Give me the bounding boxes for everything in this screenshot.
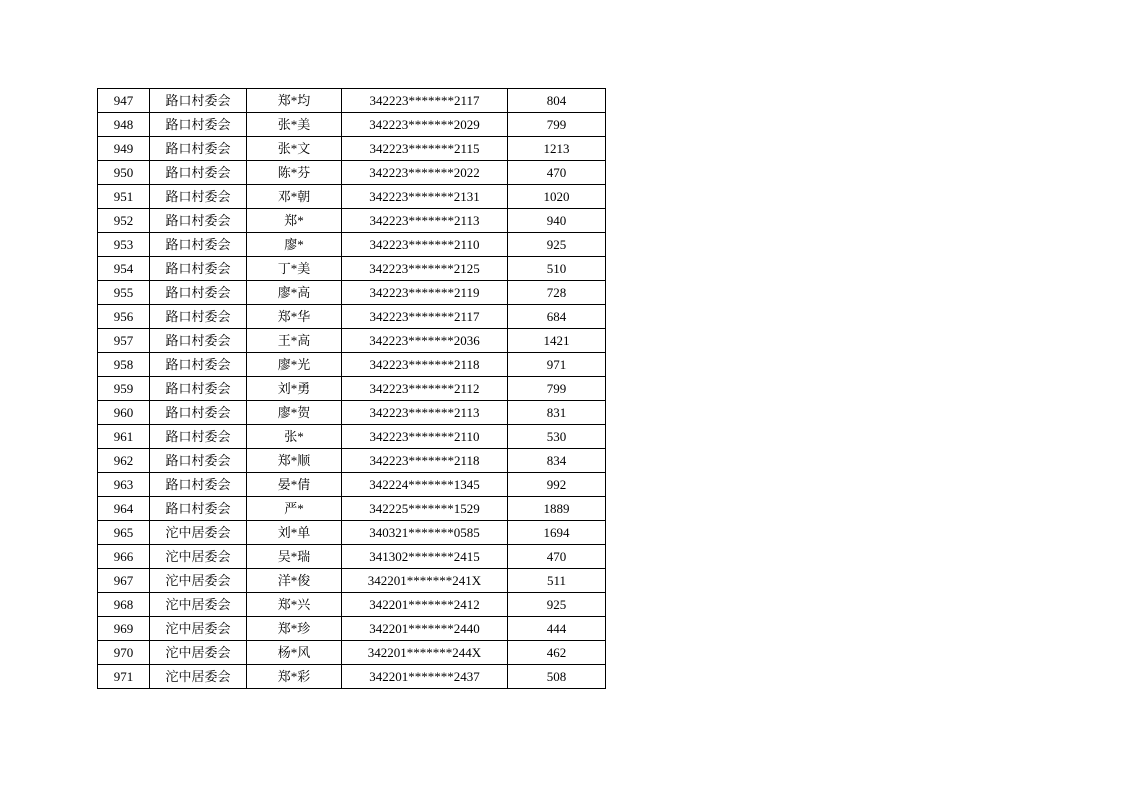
cell-index: 958 bbox=[98, 353, 150, 377]
cell-amount: 1421 bbox=[508, 329, 606, 353]
cell-amount: 728 bbox=[508, 281, 606, 305]
cell-organization: 沱中居委会 bbox=[150, 665, 247, 689]
cell-id-number: 342201*******2412 bbox=[342, 593, 508, 617]
cell-id-number: 342223*******2119 bbox=[342, 281, 508, 305]
cell-id-number: 341302*******2415 bbox=[342, 545, 508, 569]
cell-amount: 530 bbox=[508, 425, 606, 449]
cell-id-number: 342223*******2113 bbox=[342, 209, 508, 233]
cell-amount: 799 bbox=[508, 377, 606, 401]
cell-id-number: 342223*******2112 bbox=[342, 377, 508, 401]
table-row bbox=[98, 497, 606, 521]
table-container bbox=[97, 88, 606, 689]
cell-index: 965 bbox=[98, 521, 150, 545]
table-row bbox=[98, 401, 606, 425]
cell-id-number: 342223*******2036 bbox=[342, 329, 508, 353]
cell-amount: 470 bbox=[508, 545, 606, 569]
cell-name: 郑*顺 bbox=[247, 449, 342, 473]
cell-id-number: 342223*******2110 bbox=[342, 233, 508, 257]
cell-organization: 路口村委会 bbox=[150, 329, 247, 353]
table-row bbox=[98, 137, 606, 161]
cell-organization: 路口村委会 bbox=[150, 281, 247, 305]
cell-index: 963 bbox=[98, 473, 150, 497]
table-row bbox=[98, 209, 606, 233]
cell-name: 刘*单 bbox=[247, 521, 342, 545]
cell-name: 郑*兴 bbox=[247, 593, 342, 617]
cell-organization: 路口村委会 bbox=[150, 473, 247, 497]
cell-name: 丁*美 bbox=[247, 257, 342, 281]
cell-id-number: 342223*******2131 bbox=[342, 185, 508, 209]
cell-index: 971 bbox=[98, 665, 150, 689]
table-row bbox=[98, 281, 606, 305]
table-row bbox=[98, 353, 606, 377]
cell-id-number: 342223*******2118 bbox=[342, 449, 508, 473]
cell-index: 967 bbox=[98, 569, 150, 593]
cell-id-number: 342201*******244X bbox=[342, 641, 508, 665]
cell-organization: 路口村委会 bbox=[150, 353, 247, 377]
cell-amount: 511 bbox=[508, 569, 606, 593]
cell-amount: 971 bbox=[508, 353, 606, 377]
table-body bbox=[98, 89, 606, 689]
table-row bbox=[98, 377, 606, 401]
cell-name: 郑*彩 bbox=[247, 665, 342, 689]
cell-amount: 834 bbox=[508, 449, 606, 473]
cell-name: 杨*风 bbox=[247, 641, 342, 665]
cell-organization: 沱中居委会 bbox=[150, 593, 247, 617]
table-row bbox=[98, 641, 606, 665]
cell-organization: 路口村委会 bbox=[150, 305, 247, 329]
cell-id-number: 342201*******241X bbox=[342, 569, 508, 593]
cell-amount: 831 bbox=[508, 401, 606, 425]
beneficiary-table bbox=[97, 88, 606, 689]
cell-index: 955 bbox=[98, 281, 150, 305]
cell-index: 960 bbox=[98, 401, 150, 425]
cell-name: 张* bbox=[247, 425, 342, 449]
cell-index: 956 bbox=[98, 305, 150, 329]
cell-id-number: 342223*******2115 bbox=[342, 137, 508, 161]
table-row bbox=[98, 185, 606, 209]
cell-name: 张*文 bbox=[247, 137, 342, 161]
cell-organization: 路口村委会 bbox=[150, 449, 247, 473]
cell-organization: 路口村委会 bbox=[150, 185, 247, 209]
cell-amount: 1020 bbox=[508, 185, 606, 209]
cell-amount: 684 bbox=[508, 305, 606, 329]
cell-name: 廖*贺 bbox=[247, 401, 342, 425]
cell-name: 吴*瑞 bbox=[247, 545, 342, 569]
cell-organization: 路口村委会 bbox=[150, 377, 247, 401]
table-row bbox=[98, 665, 606, 689]
cell-name: 陈*芬 bbox=[247, 161, 342, 185]
cell-name: 王*高 bbox=[247, 329, 342, 353]
cell-organization: 路口村委会 bbox=[150, 89, 247, 113]
cell-index: 949 bbox=[98, 137, 150, 161]
cell-id-number: 342223*******2118 bbox=[342, 353, 508, 377]
cell-name: 郑*华 bbox=[247, 305, 342, 329]
table-row bbox=[98, 521, 606, 545]
cell-name: 郑* bbox=[247, 209, 342, 233]
cell-index: 959 bbox=[98, 377, 150, 401]
cell-index: 957 bbox=[98, 329, 150, 353]
cell-name: 邓*朝 bbox=[247, 185, 342, 209]
cell-amount: 510 bbox=[508, 257, 606, 281]
cell-name: 刘*勇 bbox=[247, 377, 342, 401]
table-row bbox=[98, 473, 606, 497]
cell-amount: 508 bbox=[508, 665, 606, 689]
table-row bbox=[98, 569, 606, 593]
cell-name: 廖*高 bbox=[247, 281, 342, 305]
cell-amount: 925 bbox=[508, 593, 606, 617]
cell-index: 964 bbox=[98, 497, 150, 521]
cell-index: 953 bbox=[98, 233, 150, 257]
cell-id-number: 342201*******2440 bbox=[342, 617, 508, 641]
cell-name: 郑*均 bbox=[247, 89, 342, 113]
table-row bbox=[98, 161, 606, 185]
cell-index: 969 bbox=[98, 617, 150, 641]
cell-id-number: 342224*******1345 bbox=[342, 473, 508, 497]
cell-id-number: 342223*******2110 bbox=[342, 425, 508, 449]
cell-amount: 992 bbox=[508, 473, 606, 497]
cell-organization: 沱中居委会 bbox=[150, 617, 247, 641]
table-row bbox=[98, 233, 606, 257]
cell-id-number: 342223*******2125 bbox=[342, 257, 508, 281]
cell-organization: 路口村委会 bbox=[150, 113, 247, 137]
cell-id-number: 342223*******2113 bbox=[342, 401, 508, 425]
cell-index: 952 bbox=[98, 209, 150, 233]
cell-organization: 路口村委会 bbox=[150, 209, 247, 233]
cell-id-number: 342201*******2437 bbox=[342, 665, 508, 689]
cell-index: 961 bbox=[98, 425, 150, 449]
table-row bbox=[98, 449, 606, 473]
cell-id-number: 342225*******1529 bbox=[342, 497, 508, 521]
cell-amount: 470 bbox=[508, 161, 606, 185]
cell-index: 948 bbox=[98, 113, 150, 137]
table-row bbox=[98, 113, 606, 137]
cell-amount: 804 bbox=[508, 89, 606, 113]
cell-organization: 路口村委会 bbox=[150, 401, 247, 425]
cell-amount: 1213 bbox=[508, 137, 606, 161]
cell-index: 970 bbox=[98, 641, 150, 665]
cell-id-number: 342223*******2117 bbox=[342, 305, 508, 329]
cell-name: 洋*俊 bbox=[247, 569, 342, 593]
table-row bbox=[98, 545, 606, 569]
cell-id-number: 342223*******2029 bbox=[342, 113, 508, 137]
cell-organization: 路口村委会 bbox=[150, 425, 247, 449]
table-row bbox=[98, 257, 606, 281]
cell-organization: 路口村委会 bbox=[150, 497, 247, 521]
cell-index: 950 bbox=[98, 161, 150, 185]
table-row bbox=[98, 89, 606, 113]
cell-organization: 沱中居委会 bbox=[150, 569, 247, 593]
cell-amount: 940 bbox=[508, 209, 606, 233]
cell-index: 968 bbox=[98, 593, 150, 617]
cell-index: 947 bbox=[98, 89, 150, 113]
cell-amount: 462 bbox=[508, 641, 606, 665]
cell-amount: 925 bbox=[508, 233, 606, 257]
cell-organization: 路口村委会 bbox=[150, 161, 247, 185]
table-row bbox=[98, 305, 606, 329]
cell-organization: 路口村委会 bbox=[150, 233, 247, 257]
cell-organization: 沱中居委会 bbox=[150, 545, 247, 569]
cell-name: 张*美 bbox=[247, 113, 342, 137]
cell-organization: 路口村委会 bbox=[150, 257, 247, 281]
cell-name: 严* bbox=[247, 497, 342, 521]
cell-name: 廖*光 bbox=[247, 353, 342, 377]
cell-index: 951 bbox=[98, 185, 150, 209]
cell-amount: 1889 bbox=[508, 497, 606, 521]
cell-organization: 路口村委会 bbox=[150, 137, 247, 161]
table-row bbox=[98, 593, 606, 617]
cell-amount: 1694 bbox=[508, 521, 606, 545]
cell-organization: 沱中居委会 bbox=[150, 641, 247, 665]
cell-id-number: 342223*******2117 bbox=[342, 89, 508, 113]
table-row bbox=[98, 329, 606, 353]
cell-name: 郑*珍 bbox=[247, 617, 342, 641]
table-row bbox=[98, 617, 606, 641]
cell-id-number: 340321*******0585 bbox=[342, 521, 508, 545]
cell-amount: 444 bbox=[508, 617, 606, 641]
cell-name: 晏*倩 bbox=[247, 473, 342, 497]
cell-organization: 沱中居委会 bbox=[150, 521, 247, 545]
cell-id-number: 342223*******2022 bbox=[342, 161, 508, 185]
cell-amount: 799 bbox=[508, 113, 606, 137]
cell-index: 954 bbox=[98, 257, 150, 281]
table-row bbox=[98, 425, 606, 449]
cell-index: 962 bbox=[98, 449, 150, 473]
cell-index: 966 bbox=[98, 545, 150, 569]
cell-name: 廖* bbox=[247, 233, 342, 257]
